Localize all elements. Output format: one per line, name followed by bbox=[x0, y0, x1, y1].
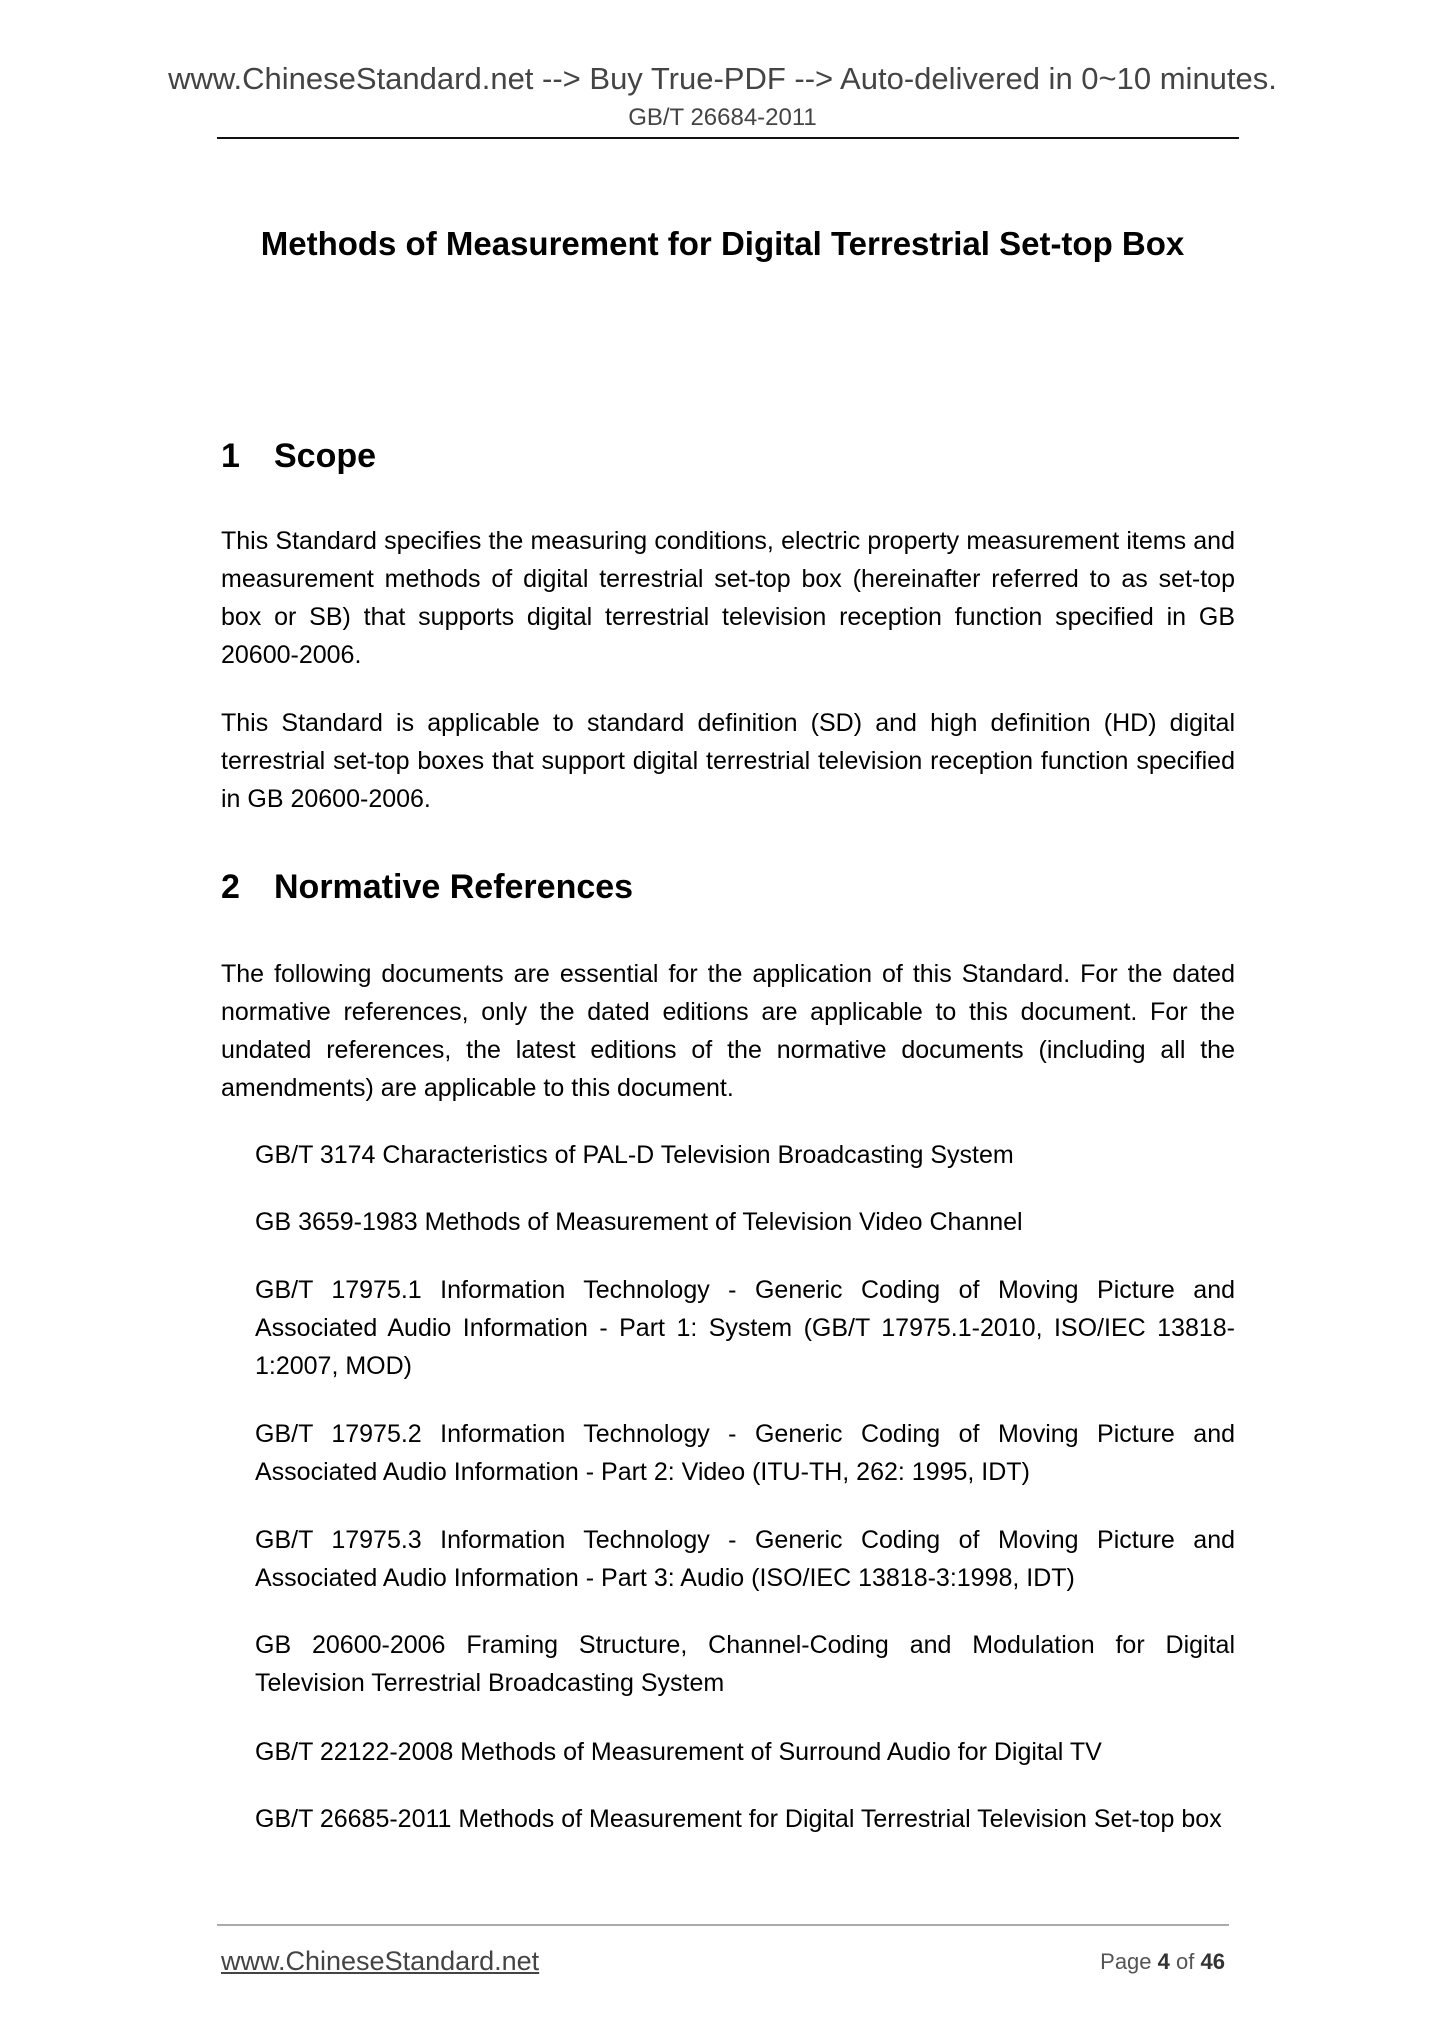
section-number: 1 bbox=[221, 437, 240, 475]
section-title: Normative References bbox=[274, 868, 634, 906]
section-heading-normative-references bbox=[221, 867, 633, 907]
references-intro-paragraph: The following documents are essential for the application of this Standard. For the dated normative references, only the dated editions are applicable to this document. For the undated references, the latest editions of the normative documents (including all the amendments) are applicable to this document. bbox=[221, 960, 1235, 1102]
page-of: of bbox=[1176, 1949, 1195, 1974]
reference-item: GB 20600-2006 Framing Structure, Channel-Coding and Modulation for Digital Television Terrestrial Broadcasting System bbox=[255, 1631, 1235, 1697]
section-heading-scope bbox=[221, 436, 376, 476]
page-total: 46 bbox=[1200, 1949, 1225, 1974]
header-divider bbox=[217, 137, 1239, 139]
reference-item: GB/T 3174 Characteristics of PAL-D Television Broadcasting System bbox=[255, 1141, 1014, 1169]
page-current: 4 bbox=[1157, 1949, 1170, 1974]
reference-item: GB/T 17975.3 Information Technology - Generic Coding of Moving Picture and Associated Audio Information - Part 3: Audio (ISO/IEC 13818-3:1998, IDT) bbox=[255, 1526, 1235, 1592]
section-number: 2 bbox=[221, 868, 240, 906]
reference-item: GB 3659-1983 Methods of Measurement of Television Video Channel bbox=[255, 1208, 1023, 1236]
page-label: Page bbox=[1100, 1949, 1152, 1974]
reference-item: GB/T 17975.1 Information Technology - Generic Coding of Moving Picture and Associated Audio Information - Part 1: System (GB/T 17975.1-2010, ISO/IEC 13818-1:2007, MOD) bbox=[255, 1276, 1235, 1380]
section-title: Scope bbox=[274, 437, 377, 475]
scope-paragraph-2: This Standard is applicable to standard definition (SD) and high definition (HD) digital terrestrial set-top boxes that support digital terrestrial television reception function specified in GB 20600-2006. bbox=[221, 709, 1235, 813]
scope-paragraph-1: This Standard specifies the measuring conditions, electric property measurement items and measurement methods of digital terrestrial set-top box (hereinafter referred to as set-top box or SB) that supports digital terrestrial television reception function specified in GB 20600-2006. bbox=[221, 527, 1235, 669]
header-banner: www.ChineseStandard.net --> Buy True-PDF --> Auto-delivered in 0~10 minutes. bbox=[168, 61, 1277, 96]
reference-item: GB/T 17975.2 Information Technology - Generic Coding of Moving Picture and Associated Audio Information - Part 2: Video (ITU-TH, 262: 1995, IDT) bbox=[255, 1420, 1235, 1486]
reference-item: GB/T 26685-2011 Methods of Measurement for Digital Terrestrial Television Set-top box bbox=[255, 1805, 1222, 1833]
reference-item: GB/T 22122-2008 Methods of Measurement of Surround Audio for Digital TV bbox=[255, 1738, 1102, 1766]
footer-divider bbox=[217, 1924, 1229, 1926]
standard-code: GB/T 26684-2011 bbox=[628, 104, 817, 131]
page-indicator bbox=[1100, 1948, 1225, 1976]
footer-website-link[interactable]: www.ChineseStandard.net bbox=[221, 1946, 540, 1976]
document-title: Methods of Measurement for Digital Terrestrial Set-top Box bbox=[260, 225, 1185, 262]
